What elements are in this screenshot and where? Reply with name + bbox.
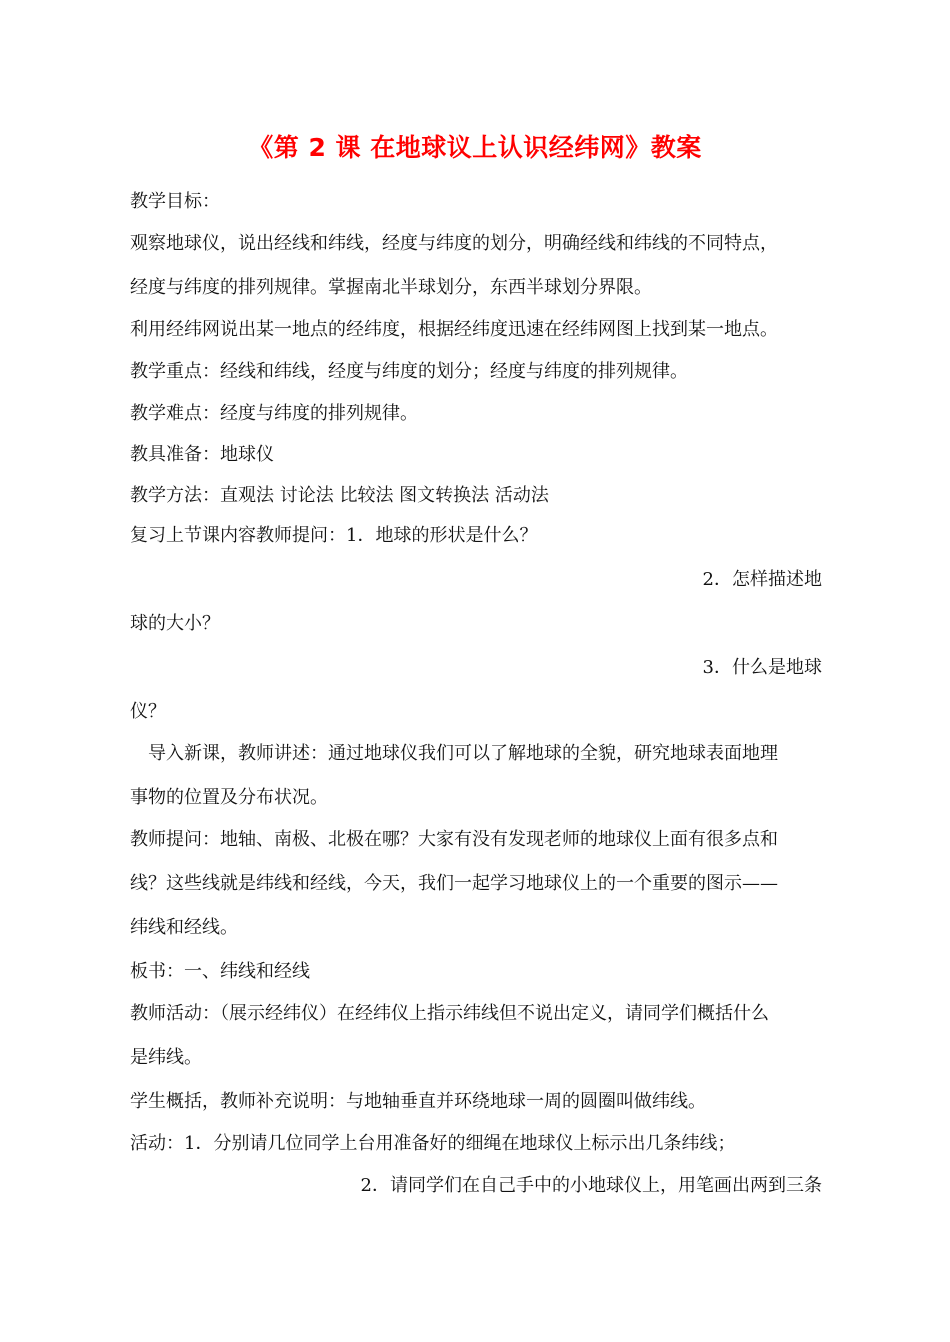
text-line: 学生概括，教师补充说明：与地轴垂直并环绕地球一周的圆圈叫做纬线。 [130, 1091, 706, 1112]
text-line: 2．请同学们在自己手中的小地球仪上，用笔画出两到三条 [360, 1175, 822, 1196]
text-line: 事物的位置及分布状况。 [130, 787, 328, 808]
text-line: 教师活动：（展示经纬仪）在经纬仪上指示纬线但不说出定义，请同学们概括什么 [130, 1003, 769, 1024]
text-line: 教学难点：经度与纬度的排列规律。 [130, 403, 418, 424]
text-line: 2．怎样描述地 [702, 569, 822, 590]
text-line: 教学重点：经线和纬线，经度与纬度的划分；经度与纬度的排列规律。 [130, 361, 688, 382]
text-line: 教具准备：地球仪 [130, 444, 274, 465]
text-line: 纬线和经线。 [130, 917, 238, 938]
text-line: 利用经纬网说出某一地点的经纬度，根据经纬度迅速在经纬网图上找到某一地点。 [130, 319, 778, 340]
text-line: 板书：一、纬线和经线 [130, 961, 310, 982]
text-line: 教学目标： [130, 191, 220, 212]
text-line: 教师提问：地轴、南极、北极在哪？大家有没有发现老师的地球仪上面有很多点和 [130, 829, 778, 850]
text-line: 导入新课，教师讲述：通过地球仪我们可以了解地球的全貌，研究地球表面地理 [148, 743, 778, 764]
text-line: 活动：1．分别请几位同学上台用准备好的细绳在地球仪上标示出几条纬线； [130, 1133, 736, 1154]
document-title: 《第 2 课 在地球议上认识经纬网》教案 [248, 133, 702, 162]
text-line: 3．什么是地球 [702, 657, 822, 678]
text-line: 球的大小？ [130, 613, 220, 634]
text-line: 线？这些线就是纬线和经线，今天，我们一起学习地球仪上的一个重要的图示—— [130, 873, 778, 894]
text-line: 是纬线。 [130, 1047, 202, 1068]
text-line: 观察地球仪，说出经线和纬线，经度与纬度的划分，明确经线和纬线的不同特点， [130, 233, 778, 254]
text-line: 复习上节课内容教师提问：1．地球的形状是什么？ [130, 525, 538, 546]
text-line: 仪？ [130, 701, 166, 722]
text-line: 经度与纬度的排列规律。掌握南北半球划分，东西半球划分界限。 [130, 277, 652, 298]
text-line: 教学方法：直观法 讨论法 比较法 图文转换法 活动法 [130, 485, 549, 506]
